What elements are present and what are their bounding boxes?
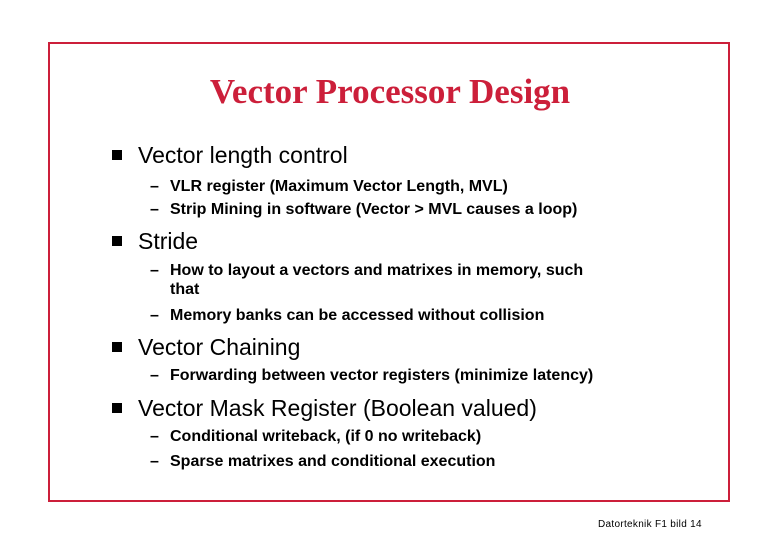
dash-marker: – <box>150 307 159 324</box>
square-bullet-icon <box>112 236 122 246</box>
list-item <box>150 177 508 196</box>
list-item-text: Conditional writeback, (if 0 no writeback) <box>170 428 482 445</box>
section-heading-stride: Stride <box>138 228 199 254</box>
square-bullet-icon <box>112 342 122 352</box>
list-item <box>150 200 577 219</box>
list-item-text: Sparse matrixes and conditional execution <box>170 453 496 470</box>
dash-marker: – <box>150 262 159 279</box>
dash-marker: – <box>150 201 159 218</box>
square-bullet-icon <box>112 150 122 160</box>
list-item <box>150 452 495 471</box>
list-item-continuation <box>150 280 199 299</box>
list-item-text: Forwarding between vector registers (minimize latency) <box>170 367 594 384</box>
dash-marker: – <box>150 453 159 470</box>
list-item <box>150 427 481 446</box>
dash-marker: – <box>150 367 159 384</box>
section-heading-vector-length-control: Vector length control <box>138 142 348 168</box>
list-item-text: that <box>170 281 200 298</box>
list-item-text: How to layout a vectors and matrixes in memory, such <box>170 262 584 279</box>
section-heading-vector-chaining: Vector Chaining <box>138 334 301 360</box>
slide-title: Vector Processor Design <box>209 72 571 111</box>
section-heading-vector-mask-register: Vector Mask Register (Boolean valued) <box>138 395 537 421</box>
dash-marker: – <box>150 428 159 445</box>
dash-marker: – <box>150 178 159 195</box>
list-item-text: VLR register (Maximum Vector Length, MVL) <box>170 178 508 195</box>
list-item <box>150 366 593 385</box>
square-bullet-icon <box>112 403 122 413</box>
slide-footer: Datorteknik F1 bild 14 <box>598 519 702 530</box>
list-item <box>150 261 583 280</box>
list-item <box>150 306 544 325</box>
list-item-text: Memory banks can be accessed without collision <box>170 307 545 324</box>
list-item-text: Strip Mining in software (Vector > MVL causes a loop) <box>170 201 578 218</box>
